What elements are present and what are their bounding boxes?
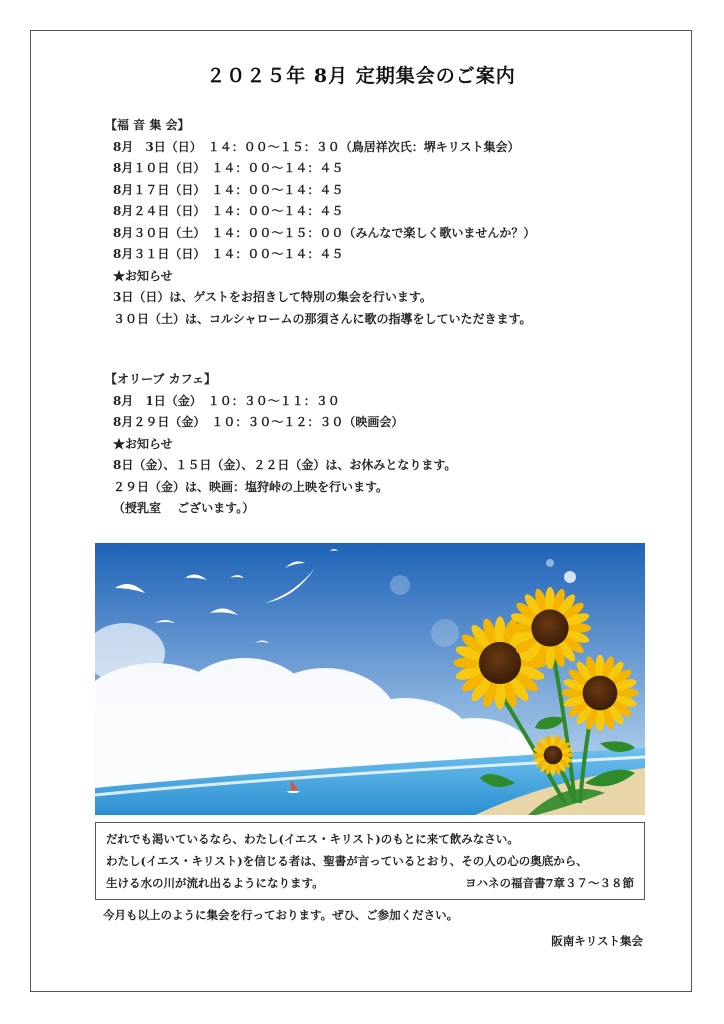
gospel-notice-heading: ★お知らせ [113, 268, 173, 283]
verse-line: だれでも渇いているなら、わたし(イエス・キリスト)のもとに来て飲みなさい。 [106, 832, 519, 846]
verse-line: 生ける水の川が流れ出るようになります。 [106, 876, 324, 890]
olive-cafe-section [105, 369, 456, 520]
gospel-notice: ３０日（土）は、コルシャロームの那須さんに歌の指導をしていただきます。 [113, 311, 532, 326]
flyer-page [30, 30, 692, 992]
olive-notice-heading: ★お知らせ [113, 436, 173, 451]
olive-notice: ２９日（金）は、映画：塩狩峠の上映を行います。 [113, 479, 389, 494]
signature: 阪南キリスト集会 [551, 934, 643, 948]
olive-heading: 【オリーブ カフェ】 [105, 372, 216, 386]
gospel-schedule-item: 8月３０日（土） １４：００～１５：００（みんなで楽しく歌いませんか？） [113, 225, 536, 240]
gospel-notice: 3日（日）は、ゲストをお招きして特別の集会を行います。 [113, 290, 432, 304]
gospel-schedule-item: 8月１０日（日） １４：００～１４：４５ [113, 161, 344, 175]
gospel-schedule-item: 8月２４日（日） １４：００～１４：４５ [113, 204, 344, 218]
verse-reference: ヨハネの福音書7章３７～３８節 [465, 876, 634, 890]
closing-message: 今月も以上のように集会を行っております。ぜひ、ご参加ください。 [103, 908, 459, 922]
olive-schedule-item: 8月 1日（金） １０：３０～１１：３０ [113, 393, 340, 408]
olive-schedule-item: 8月２９日（金） １０：３０～１２：３０（映画会） [113, 415, 404, 429]
page-title: ２０２５年 8月 定期集会のご案内 [206, 65, 516, 87]
gospel-schedule-item: 8月 3日（日） １４：００～１５：３０（鳥居祥次氏：堺キリスト集会） [113, 139, 520, 154]
gospel-heading: 【福 音 集 会】 [105, 118, 190, 132]
bible-verse-box [95, 822, 645, 900]
gospel-schedule-item: 8月３１日（日） １４：００～１４：４５ [113, 247, 344, 261]
olive-notice: （授乳室 ございます。） [113, 501, 255, 515]
gospel-schedule-item: 8月１７日（日） １４：００～１４：４５ [113, 182, 344, 197]
sunflower-banner-image [95, 543, 645, 815]
olive-notice: 8日（金）、１５日（金）、２２日（金）は、お休みとなります。 [113, 458, 457, 472]
verse-line: わたし(イエス・キリスト)を信じる者は、聖書が言っているとおり、その人の心の奥底から、 [106, 854, 588, 868]
gospel-meeting-section [105, 115, 535, 330]
